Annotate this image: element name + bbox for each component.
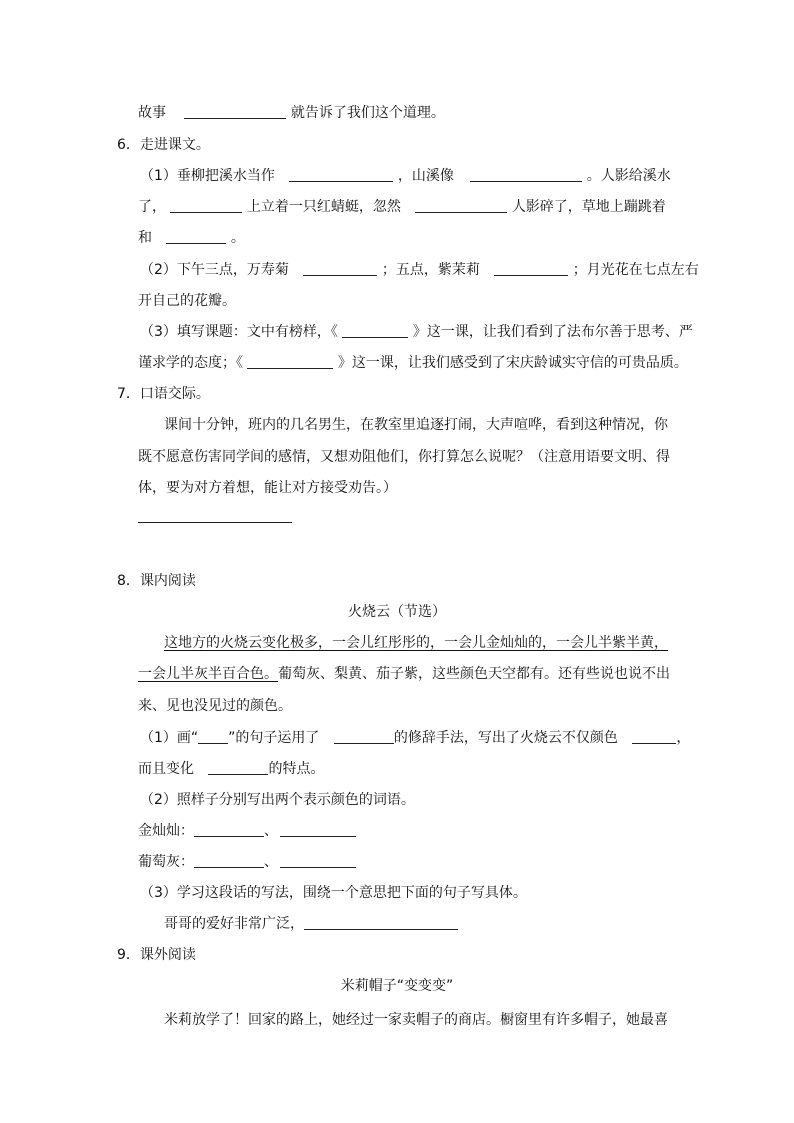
q8-sub1-line1 bbox=[140, 728, 690, 748]
answer-blank[interactable] bbox=[304, 915, 458, 930]
answer-blank[interactable] bbox=[198, 729, 228, 744]
q8-title: 8．课内阅读 bbox=[117, 573, 196, 589]
answer-blank[interactable] bbox=[494, 261, 568, 276]
answer-blank[interactable] bbox=[170, 198, 242, 213]
answer-blank[interactable] bbox=[138, 508, 292, 523]
answer-blank[interactable] bbox=[470, 167, 582, 182]
q5-tail-prefix: 故事 bbox=[138, 105, 166, 121]
q8-passage-text: 葡萄灰、梨黄、茄子紫，这些颜色天空都有。还有些说也说不出 bbox=[278, 666, 670, 682]
q6-p1-text-f: 人影碎了，草地上蹦跳着 bbox=[511, 199, 666, 215]
q8-s3-prompt: 哥哥的爱好非常广泛， bbox=[164, 916, 304, 932]
q6-p1-text-e: 上立着一只红蜻蜓，忽然 bbox=[246, 199, 401, 215]
q6-part1-line3 bbox=[138, 228, 245, 248]
answer-blank[interactable] bbox=[289, 167, 393, 182]
answer-blank[interactable] bbox=[303, 261, 377, 276]
q8-sub3-line bbox=[164, 914, 458, 934]
answer-blank[interactable] bbox=[208, 760, 268, 775]
q6-p3-text-c: 谨求学的态度；《 bbox=[138, 355, 243, 371]
q7-body-line2: 既不愿意伤害同学间的感情，又想劝阻他们，你打算怎么说呢？（注意用语要文明、得 bbox=[138, 449, 670, 465]
answer-blank[interactable] bbox=[632, 729, 676, 744]
q8-underlined-sentence: 这地方的火烧云变化极多，一会儿红彤彤的，一会儿金灿灿的，一会儿半紫半黄， bbox=[164, 635, 668, 651]
q8-sub2-example2 bbox=[138, 852, 356, 872]
q9-passage-title: 米莉帽子“变变变” bbox=[340, 978, 454, 994]
answer-blank[interactable] bbox=[194, 822, 264, 837]
separator: 、 bbox=[264, 854, 278, 870]
q8-sub3: （3）学习这段话的写法，围绕一个意思把下面的句子写具体。 bbox=[140, 885, 527, 901]
q8-s1-text-a: （1）画“ bbox=[140, 730, 199, 746]
q8-example-word: 金灿灿： bbox=[138, 823, 194, 839]
q8-sub2: （2）照样子分别写出两个表示颜色的词语。 bbox=[140, 792, 415, 808]
answer-blank[interactable] bbox=[184, 104, 286, 119]
q8-passage-line1 bbox=[164, 633, 668, 653]
q6-p2-text-a: （2）下午三点，万寿菊 bbox=[140, 262, 289, 278]
q8-s1-text-f: 的特点。 bbox=[268, 761, 325, 777]
q6-p1-text-h: 。 bbox=[230, 230, 245, 246]
q7-body-line3: 体，要为对方着想，能让对方接受劝告。） bbox=[138, 480, 397, 496]
q8-s1-text-e: 而且变化 bbox=[138, 761, 194, 777]
q8-s1-text-b: ”的句子运用了 bbox=[228, 730, 320, 746]
q7-body-line1: 课间十分钟，班内的几名男生，在教室里追逐打闹，大声喧哗，看到这种情况，你 bbox=[164, 417, 668, 433]
answer-blank[interactable] bbox=[415, 198, 507, 213]
q8-passage-line2 bbox=[138, 664, 670, 684]
q8-sub1-line2 bbox=[138, 759, 324, 779]
q6-p3-text-a: （3）填写课题：文中有榜样，《 bbox=[140, 324, 338, 340]
q6-p1-text-b: ，山溪像 bbox=[397, 168, 454, 184]
q8-passage-line3: 来、见也没见过的颜色。 bbox=[138, 698, 292, 714]
q5-tail-suffix: 就告诉了我们这个道理。 bbox=[290, 105, 445, 121]
q8-sub2-example1 bbox=[138, 821, 356, 841]
answer-blank[interactable] bbox=[194, 853, 264, 868]
q6-p1-text-a: （1）垂柳把溪水当作 bbox=[140, 168, 275, 184]
answer-blank[interactable] bbox=[247, 354, 333, 369]
q7-title: 7．口语交际。 bbox=[117, 386, 210, 402]
q9-title: 9．课外阅读 bbox=[117, 947, 196, 963]
q8-underlined-sentence-end: 一会儿半灰半百合色。 bbox=[138, 666, 278, 682]
q6-part2-line1 bbox=[140, 260, 699, 280]
q6-part1-line2 bbox=[138, 197, 666, 217]
answer-blank[interactable] bbox=[166, 229, 226, 244]
q6-part3-line2 bbox=[138, 353, 688, 373]
separator: 、 bbox=[264, 823, 278, 839]
q7-answer-line bbox=[138, 507, 292, 527]
q5-tail-line bbox=[138, 103, 445, 123]
answer-blank[interactable] bbox=[342, 323, 408, 338]
q6-p3-text-d: 》这一课，让我们感受到了宋庆龄诚实守信的可贵品质。 bbox=[337, 355, 688, 371]
q6-p1-text-d: 了， bbox=[138, 199, 166, 215]
q6-p2-text-b: ；五点，紫茉莉 bbox=[381, 262, 480, 278]
answer-blank[interactable] bbox=[334, 729, 394, 744]
q6-title: 6．走进课文。 bbox=[117, 137, 210, 153]
answer-blank[interactable] bbox=[280, 853, 356, 868]
q6-p3-text-b: 》这一课，让我们看到了法布尔善于思考、严 bbox=[412, 324, 693, 340]
q8-s1-text-d: ， bbox=[676, 730, 691, 746]
q6-p1-text-c: 。人影给溪水 bbox=[586, 168, 671, 184]
answer-blank[interactable] bbox=[280, 822, 356, 837]
q8-example-word: 葡萄灰： bbox=[138, 854, 194, 870]
q8-s1-text-c: 的修辞手法，写出了火烧云不仅颜色 bbox=[393, 730, 618, 746]
q6-part1-line1 bbox=[140, 166, 671, 186]
q6-p2-text-c: ；月光花在七点左右 bbox=[572, 262, 699, 278]
q8-passage-title: 火烧云（节选） bbox=[348, 604, 446, 620]
q6-part2-line2: 开自己的花瓣。 bbox=[138, 293, 236, 309]
q6-part3-line1 bbox=[140, 322, 693, 342]
q6-p1-text-g: 和 bbox=[138, 230, 152, 246]
q9-passage-line1: 米莉放学了！回家的路上，她经过一家卖帽子的商店。橱窗里有许多帽子，她最喜 bbox=[164, 1012, 668, 1028]
